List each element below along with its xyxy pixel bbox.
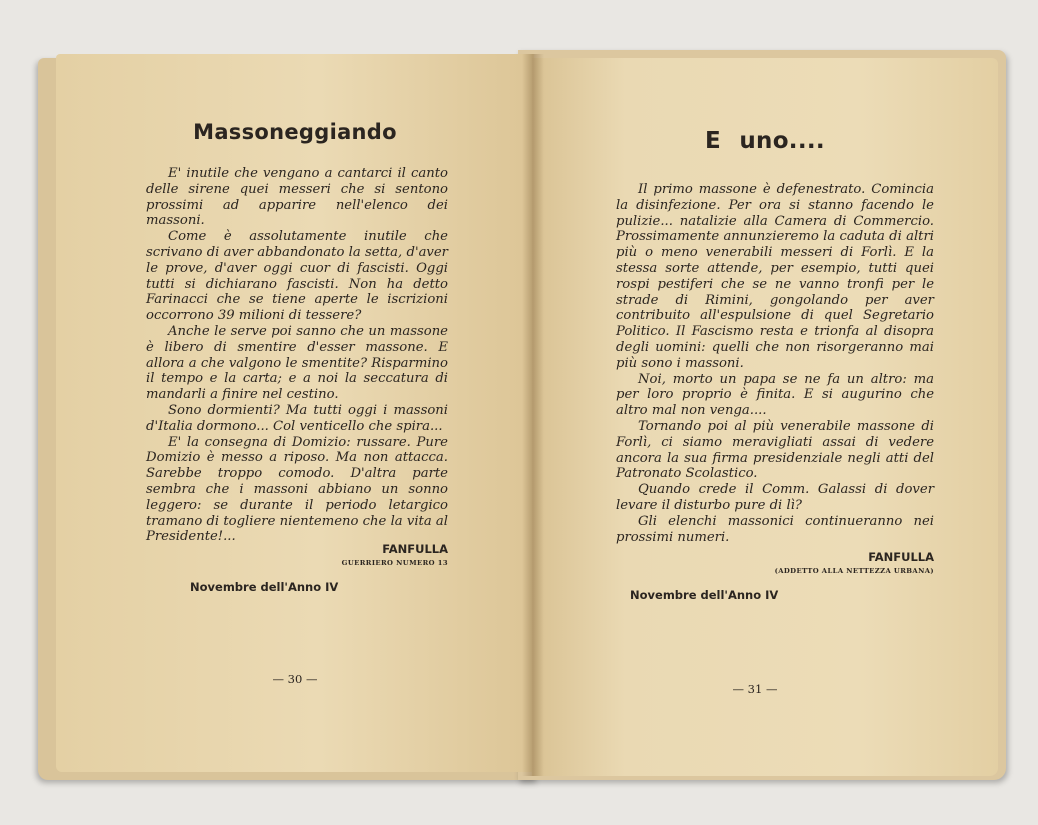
open-book <box>38 44 1006 786</box>
left-page <box>56 54 534 772</box>
left-signature-name: FANFULLA <box>382 542 448 556</box>
right-date: Novembre dell'Anno IV <box>630 588 779 602</box>
right-page <box>532 58 998 776</box>
right-signature <box>694 550 934 575</box>
left-paragraph: E' inutile che vengano a cantarci il canto delle sirene quei messeri che si sentono prossimi ad apparire nell'elenco dei massoni. <box>146 166 448 229</box>
left-paragraph: Come è assolutamente inutile che scrivano di aver abbandonato la setta, d'aver le prove, d'aver oggi cuor di fascisti. Oggi tutti si dichiarano fascisti. Non ha detto Farinacci che se tiene aperte le iscrizioni occorrono 39 milioni di tessere? <box>146 229 448 324</box>
left-paragraph: E' la consegna di Domizio: russare. Pure Domizio è messo a riposo. Ma non attacca. Sarebbe troppo comodo. D'altra parte sembra che i massoni abbiano un sonno leggero: se durante il periodo letargico tramano di togliere nientemeno che la vita al Presidente!... <box>146 434 448 545</box>
right-paragraph: Noi, morto un papa se ne fa un altro: ma per loro proprio è finita. E si augurino che altro mal non venga.... <box>616 371 934 419</box>
left-page-number: — 30 — <box>272 672 318 686</box>
left-paragraph: Anche le serve poi sanno che un massone è libero di smentire d'esser massone. E allora a che valgono le smentite? Risparmino il tempo e la carta; e a noi la seccatura di mandarli a finire nel cestino. <box>146 323 448 403</box>
left-signature-note: GUERRIERO NUMERO 13 <box>341 559 448 567</box>
right-signature-note: (ADDETTO ALLA NETTEZZA URBANA) <box>774 567 934 575</box>
right-paragraph: Quando crede il Comm. Galassi di dover levare il disturbo pure di lì? <box>616 482 934 513</box>
right-page-number: — 31 — <box>732 682 778 696</box>
book-gutter <box>522 54 544 776</box>
right-signature-name: FANFULLA <box>868 550 934 564</box>
left-signature <box>248 542 448 567</box>
right-page-body <box>616 182 934 545</box>
right-paragraph: Il primo massone è defenestrato. Comincia la disinfezione. Per ora si stanno facendo le pulizie... natalizie alla Camera di Commercio. Prossimamente annunzieremo la caduta di altri più o meno venerabili messeri di Forlì. E la stessa sorte attende, per esempio, tutti quei rospi pestiferi che se ne vanno tronfi per le strade di Rimini, gongolando per aver contribuito all'espulsione di quel Segretario Politico. Il Fascismo resta e trionfa al disopra degli uomini: quelli che non risorgeranno mai più sono i massoni. <box>616 182 934 371</box>
left-paragraph: Sono dormienti? Ma tutti oggi i massoni d'Italia dormono... Col venticello che spira... <box>146 402 448 434</box>
right-paragraph: Tornando poi al più venerabile massone di Forlì, ci siamo meravigliati assai di vedere ancora la sua firma presidenziale negli atti del Patronato Scolastico. <box>616 418 934 482</box>
right-paragraph: Gli elenchi massonici continueranno nei prossimi numeri. <box>616 513 934 545</box>
left-page-body <box>146 166 448 545</box>
left-date: Novembre dell'Anno IV <box>190 580 339 594</box>
right-page-title: E uno.... <box>705 128 825 154</box>
left-page-title: Massoneggiando <box>193 120 397 144</box>
